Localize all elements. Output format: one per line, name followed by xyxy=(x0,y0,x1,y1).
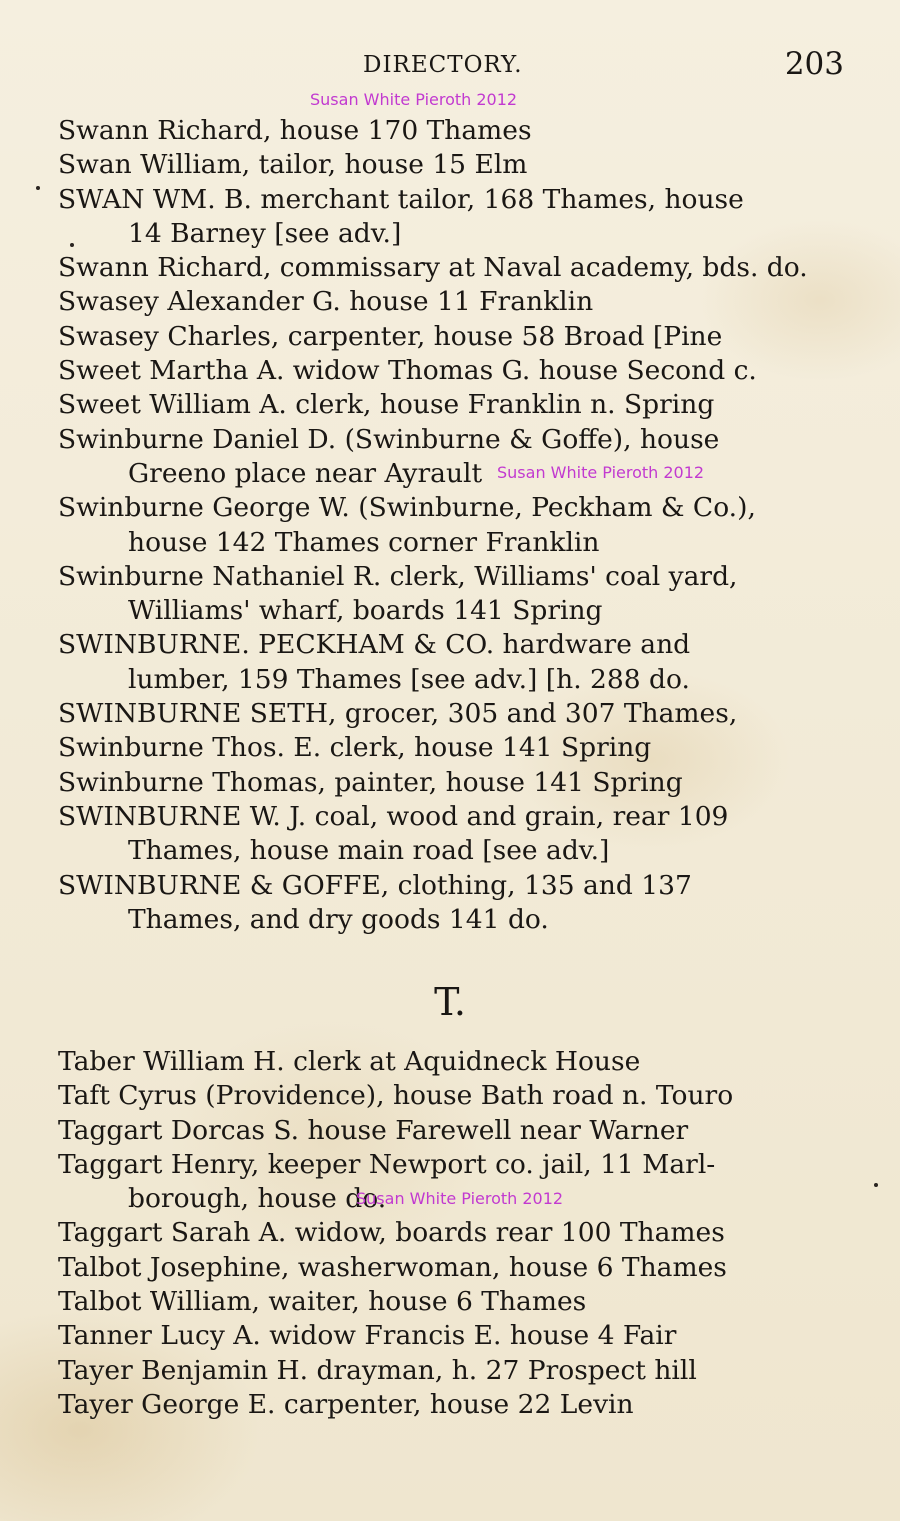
entry-line: Sweet Martha A. widow Thomas G. house Second c. xyxy=(58,355,757,387)
ink-speck xyxy=(36,186,40,190)
entry-line: SWAN WM. B. merchant tailor, 168 Thames, house xyxy=(58,183,744,215)
directory-entry xyxy=(58,1285,858,1319)
entry-line: Taggart Henry, keeper Newport co. jail, 11 Marl- xyxy=(58,1148,716,1180)
entry-line: Swan William, tailor, house 15 Elm xyxy=(58,149,528,181)
directory-entry xyxy=(58,1319,858,1353)
entry-line: Taber William H. clerk at Aquidneck House xyxy=(58,1046,641,1077)
entry-line: Sweet William A. clerk, house Franklin n. Spring xyxy=(58,389,715,421)
directory-entry xyxy=(58,800,858,869)
entry-line: Swann Richard, commissary at Naval academy, bds. do. xyxy=(58,252,808,284)
entry-line: Swinburne Nathaniel R. clerk, Williams' coal yard, xyxy=(58,560,738,592)
directory-entry xyxy=(58,1388,858,1422)
directory-entry xyxy=(58,183,858,252)
section-letter: T. xyxy=(434,980,466,1024)
directory-entry xyxy=(58,285,858,319)
entry-line: SWINBURNE. PECKHAM & CO. hardware and xyxy=(58,629,691,661)
entry-line: Tayer Benjamin H. drayman, h. 27 Prospect hill xyxy=(58,1354,697,1386)
entry-line: Swinburne Thomas, painter, house 141 Spring xyxy=(58,766,683,798)
directory-entry xyxy=(58,1045,858,1079)
entry-line: Taggart Sarah A. widow, boards rear 100 Thames xyxy=(58,1217,725,1249)
watermark: Susan White Pieroth 2012 xyxy=(356,1189,564,1208)
directory-entry xyxy=(58,628,858,697)
entry-line: Tanner Lucy A. widow Francis E. house 4 Fair xyxy=(58,1320,677,1352)
entry-continuation-line: Greeno place near Ayrault xyxy=(128,457,483,489)
entry-continuation-line: borough, house do. xyxy=(128,1183,387,1215)
directory-entry xyxy=(58,491,858,560)
directory-entry xyxy=(58,1354,858,1388)
entry-line: SWINBURNE & GOFFE, clothing, 135 and 137 xyxy=(58,869,692,901)
entry-line: Talbot William, waiter, house 6 Thames xyxy=(58,1286,587,1318)
running-head: DIRECTORY. xyxy=(363,52,523,78)
directory-entry xyxy=(58,560,858,629)
entry-continuation-line: Thames, house main road [see adv.] xyxy=(128,835,610,867)
entry-line: Swinburne George W. (Swinburne, Peckham & Co.), xyxy=(58,492,756,524)
directory-entry xyxy=(58,731,858,765)
entry-line: Swasey Alexander G. house 11 Franklin xyxy=(58,286,594,318)
directory-entry xyxy=(58,388,858,422)
directory-entry xyxy=(58,354,858,388)
entry-line: Swinburne Daniel D. (Swinburne & Goffe), house xyxy=(58,423,720,455)
entry-line: Talbot Josephine, washerwoman, house 6 Thames xyxy=(58,1251,727,1283)
entry-line: Swinburne Thos. E. clerk, house 141 Spring xyxy=(58,732,652,764)
entry-line: Swasey Charles, carpenter, house 58 Broad [Pine xyxy=(58,320,723,352)
page-number: 203 xyxy=(784,46,844,82)
watermark: Susan White Pieroth 2012 xyxy=(310,90,518,109)
directory-entry xyxy=(58,114,858,148)
entry-continuation-line: Williams' wharf, boards 141 Spring xyxy=(128,595,603,627)
ink-speck xyxy=(874,1183,878,1187)
entry-line: SWINBURNE SETH, grocer, 305 and 307 Thames, xyxy=(58,698,738,730)
directory-entry xyxy=(58,766,858,800)
entry-continuation-line: Thames, and dry goods 141 do. xyxy=(128,903,549,935)
watermark: Susan White Pieroth 2012 xyxy=(497,463,705,482)
directory-entry xyxy=(58,869,858,938)
entry-line: Swann Richard, house 170 Thames xyxy=(58,115,532,146)
directory-entry xyxy=(58,1251,858,1285)
directory-entries-t xyxy=(58,1045,858,1422)
directory-entry xyxy=(58,1079,858,1113)
directory-entry xyxy=(58,320,858,354)
directory-entry xyxy=(58,423,858,492)
entry-continuation-line: 14 Barney [see adv.] xyxy=(128,217,402,249)
entry-continuation-line: lumber, 159 Thames [see adv.] [h. 288 do. xyxy=(128,663,690,695)
page-header xyxy=(0,46,900,86)
directory-entry xyxy=(58,697,858,731)
entry-line: Taggart Dorcas S. house Farewell near Warner xyxy=(58,1114,689,1146)
directory-entry xyxy=(58,1114,858,1148)
ink-speck xyxy=(70,243,74,247)
directory-entry xyxy=(58,1216,858,1250)
directory-entry xyxy=(58,148,858,182)
directory-entries-s xyxy=(58,114,858,937)
entry-continuation-line: house 142 Thames corner Franklin xyxy=(128,526,600,558)
directory-entry xyxy=(58,251,858,285)
entry-line: Taft Cyrus (Providence), house Bath road n. Touro xyxy=(58,1080,734,1112)
entry-line: Tayer George E. carpenter, house 22 Levin xyxy=(58,1388,634,1420)
entry-line: SWINBURNE W. J. coal, wood and grain, rear 109 xyxy=(58,800,729,832)
